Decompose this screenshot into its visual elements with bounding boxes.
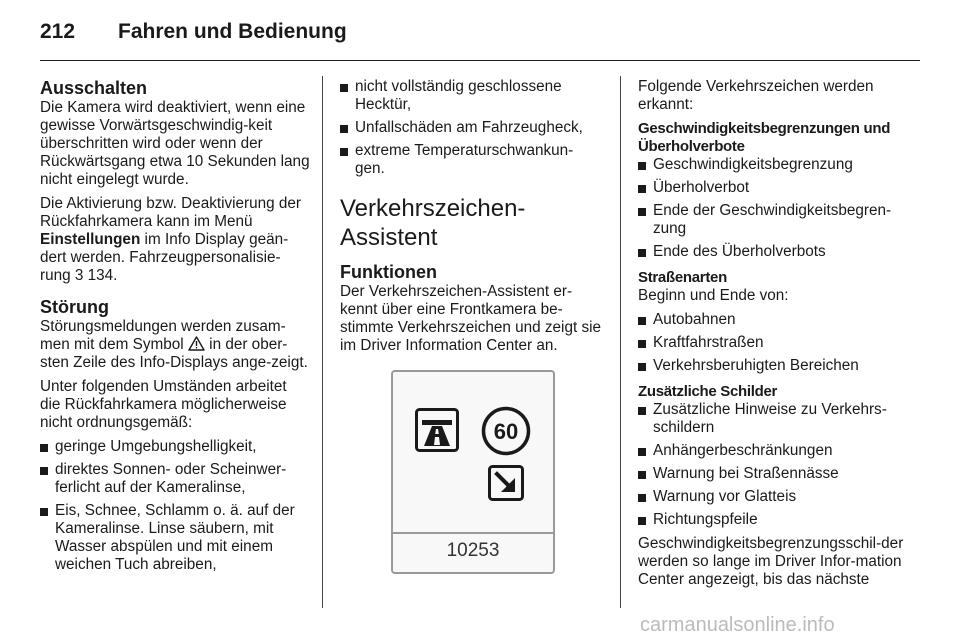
group-heading-speed-limits: Geschwindigkeitsbegrenzungen und Überholverbote [638,120,891,155]
list-item: Richtungspfeile [638,511,923,529]
page-number: 212 [40,20,76,43]
watermark: carmanualsonline.info [640,614,835,636]
list-item: Unfallschäden am Fahrzeugheck, [340,119,602,137]
list-item: extreme Temperaturschwankun-gen. [340,142,602,178]
additional-signs-list [638,401,923,529]
section-heading: Verkehrszeichen-Assistent [340,195,526,251]
display-divider [393,532,553,534]
list-item: Eis, Schnee, Schlamm o. ä. auf der Kameralinse. Linse säubern, mit Wasser abspülen und mit einem weichen Tuch abreiben, [40,502,310,574]
warning-triangle-icon [188,336,205,351]
speed-limits-list [638,156,923,261]
text-segment: Störungsmeldungen werden zusam-men mit dem Symbol [40,318,286,353]
list-item: Verkehrsberuhigten Bereichen [638,357,923,375]
stoerung-list-continued [340,78,602,178]
list-item: Ende der Geschwindigkeitsbegren-zung [638,202,923,238]
list-item: nicht vollständig geschlossene Hecktür, [340,78,602,114]
page-reference: 3 134. [74,267,118,284]
road-types-intro: Beginn und Ende von: [638,287,789,304]
text-segment: in der ober-sten Zeile des Info-Displays ange-zeigt. [40,336,308,371]
column-1 [40,78,310,580]
ausschalten-heading: Ausschalten [40,78,148,98]
list-item: Warnung vor Glatteis [638,488,923,506]
closing-paragraph: Geschwindigkeitsbegrenzungsschil-der werden so lange im Driver Infor-mation Center angezeigt, bis das nächste [638,535,904,588]
list-item: Überholverbot [638,179,923,197]
list-item: Geschwindigkeitsbegrenzung [638,156,923,174]
column-2 [340,78,602,361]
column-divider [322,76,323,608]
list-item: Anhängerbeschränkungen [638,442,923,460]
group-heading-road-types: Straßenarten [638,269,727,286]
driver-information-center-figure [340,364,602,582]
page-title: Fahren und Bedienung [118,20,347,43]
stoerung-list [40,438,310,574]
ausschalten-paragraph-1: Die Kamera wird deaktiviert, wenn eine gewisse Vorwärtsgeschwindig-keit überschritten wird oder wenn der Rückwärtsgang etwa 10 Sekunden lang nicht eingelegt wurde. [40,99,310,188]
stoerung-paragraph-2: Unter folgenden Umständen arbeitet die Rückfahrkamera möglicherweise nicht ordnungsgemäß: [40,378,287,431]
funktionen-heading: Funktionen [340,262,437,282]
group-heading-additional-signs: Zusätzliche Schilder [638,383,778,400]
list-item: Zusätzliche Hinweise zu Verkehrs-schildern [638,401,923,437]
funktionen-paragraph: Der Verkehrszeichen-Assistent er-kennt über eine Frontkamera be-stimmte Verkehrszeichen und zeigt sie im Driver Information Center an. [340,283,602,354]
stoerung-heading: Störung [40,297,109,317]
list-item: Ende des Überholverbots [638,243,923,261]
road-types-list [638,311,923,375]
list-item: direktes Sonnen- oder Scheinwer-ferlicht auf der Kameralinse, [40,461,310,497]
column-3 [638,78,923,595]
header-rule [40,60,920,61]
column-divider [620,76,621,608]
page-header [40,12,920,60]
stoerung-paragraph-1 [40,318,310,372]
text-segment: Die Aktivierung bzw. Deaktivierung der Rückfahrkamera kann im Menü [40,195,302,230]
list-item: Kraftfahrstraßen [638,334,923,352]
list-item: geringe Umgebungshelligkeit, [40,438,310,456]
odometer-reading: 10253 [446,540,500,561]
list-item: Warnung bei Straßennässe [638,465,923,483]
direction-arrow-sign-icon [488,465,524,501]
speed-limit-value: 60 [493,419,519,444]
motorway-sign-icon [415,408,459,452]
speed-limit-sign-icon [481,406,531,456]
text-segment: im Info Display geän-dert werden. Fahrzeugpersonalisie-rung [40,231,289,284]
list-item: Autobahnen [638,311,923,329]
menu-name-einstellungen: Einstellungen [40,231,141,248]
ausschalten-paragraph-2 [40,195,310,285]
recognized-signs-intro: Folgende Verkehrszeichen werden erkannt: [638,78,874,113]
instrument-display [391,370,555,574]
